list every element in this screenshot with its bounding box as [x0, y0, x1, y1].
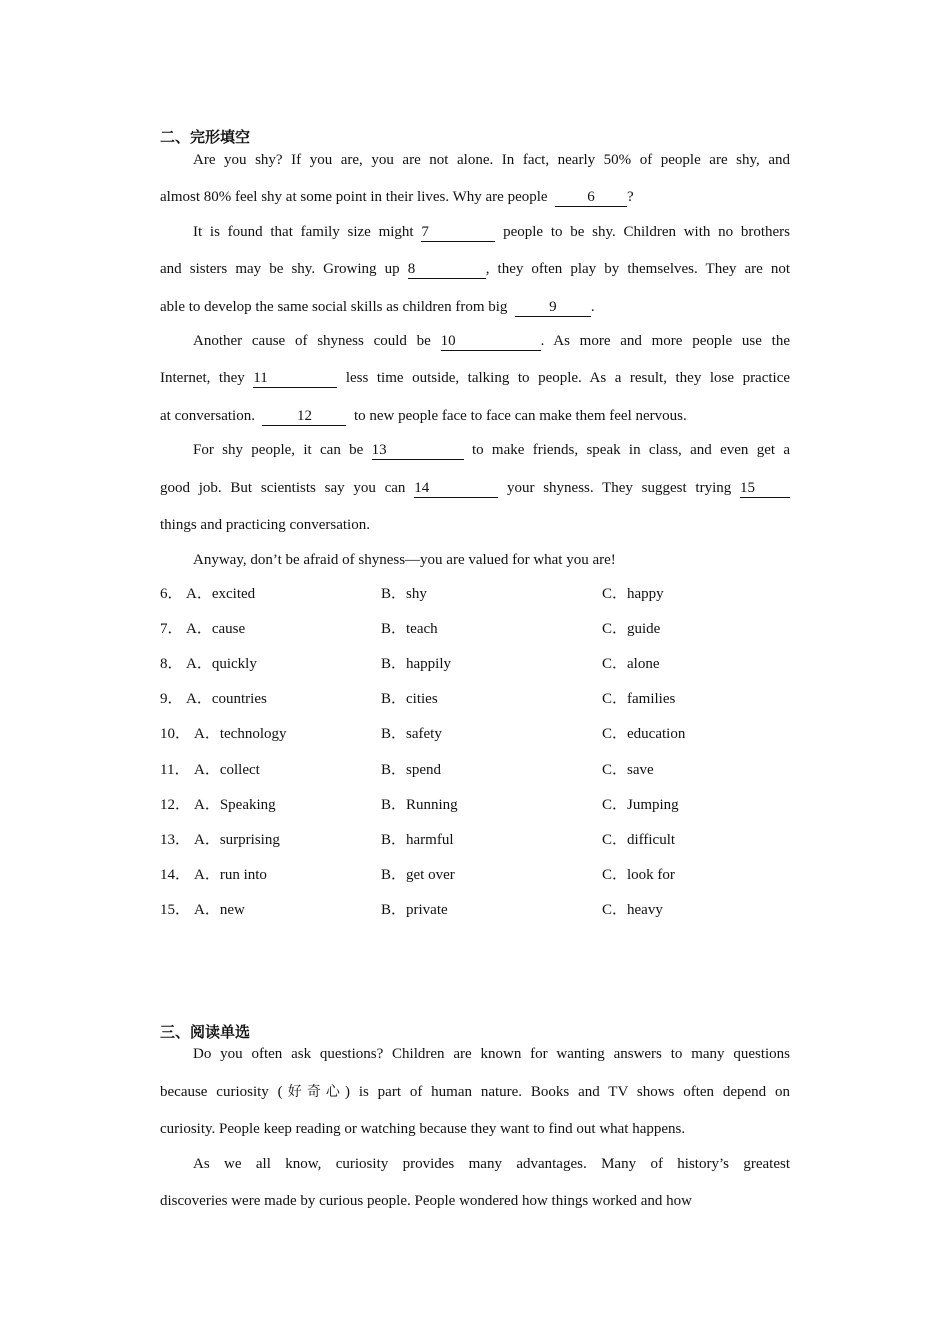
passage-line: and sisters may be shy. Growing up 8 , they often play by themselves. They are not [160, 261, 791, 277]
option-a[interactable]: A．quickly [186, 656, 257, 673]
option-a[interactable]: A．cause [186, 621, 246, 638]
blank-10: 10 [441, 333, 541, 351]
option-c[interactable]: C．heavy [602, 901, 663, 918]
question-number: 14． [160, 866, 191, 883]
option-c[interactable]: C．Jumping [602, 796, 679, 813]
passage-line: curiosity. People keep reading or watching because they want to find out what happens. [160, 1121, 686, 1137]
option-b[interactable]: B．cities [381, 691, 438, 708]
question-number: 15． [160, 901, 191, 918]
option-b[interactable]: B．harmful [381, 831, 454, 848]
blank-7: 7 [421, 224, 495, 242]
section-title-reading: 三、阅读单选 [160, 1023, 251, 1041]
passage-line: Another cause of shyness could be 10 . As more and more people use the [193, 333, 790, 349]
passage-line: things and practicing conversation. [160, 517, 370, 533]
option-c[interactable]: C．difficult [602, 831, 676, 848]
passage-line: able to develop the same social skills as children from big 9 . [160, 299, 595, 315]
blank-6: 6 [555, 189, 627, 207]
option-c[interactable]: C．happy [602, 586, 664, 602]
option-c[interactable]: C．guide [602, 621, 661, 638]
option-a[interactable]: A．Speaking [194, 796, 276, 813]
passage-line: because curiosity (好奇心) is part of human nature. Books and TV shows often depend on [160, 1084, 791, 1100]
question-number: 12． [160, 796, 191, 813]
blank-9: 9 [515, 299, 591, 317]
option-c[interactable]: C．save [602, 761, 654, 778]
passage-line: As we all know, curiosity provides many advantages. Many of history’s greatest [193, 1156, 790, 1172]
passage-line: good job. But scientists say you can 14 your shyness. They suggest trying 15 [160, 478, 790, 498]
blank-8: 8 [408, 261, 486, 279]
option-c[interactable]: C．families [602, 691, 676, 708]
question-number: 6． [160, 586, 183, 602]
question-number: 11． [160, 761, 190, 778]
blank-13: 13 [372, 442, 464, 460]
option-a[interactable]: A．new [194, 901, 245, 918]
option-b[interactable]: B．shy [381, 586, 427, 602]
blank-15: 15 [740, 480, 790, 498]
option-c[interactable]: C．look for [602, 866, 675, 883]
blank-12: 12 [262, 408, 346, 426]
option-a[interactable]: A．excited [186, 586, 256, 602]
blank-11: 11 [253, 370, 337, 388]
option-b[interactable]: B．happily [381, 656, 451, 673]
option-a[interactable]: A．surprising [194, 831, 280, 848]
option-a[interactable]: A．countries [186, 691, 267, 708]
passage-line: Do you often ask questions? Children are known for wanting answers to many questions [193, 1046, 790, 1062]
option-a[interactable]: A．run into [194, 866, 267, 883]
blank-14: 14 [414, 480, 498, 498]
passage-line: Are you shy? If you are, you are not alone. In fact, nearly 50% of people are shy, and [193, 152, 790, 168]
option-b[interactable]: B．private [381, 901, 448, 918]
option-b[interactable]: B．get over [381, 866, 455, 883]
passage-line: discoveries were made by curious people. People wondered how things worked and how [160, 1193, 692, 1209]
passage-line: almost 80% feel shy at some point in their lives. Why are people 6 ? [160, 189, 634, 205]
question-number: 8． [160, 656, 183, 673]
question-number: 9． [160, 691, 183, 708]
passage-line: For shy people, it can be 13 to make friends, speak in class, and even get a [193, 442, 791, 458]
option-b[interactable]: B．teach [381, 621, 438, 638]
option-c[interactable]: C．alone [602, 656, 660, 673]
passage-line: Internet, they 11 less time outside, talking to people. As a result, they lose practice [160, 370, 791, 386]
option-b[interactable]: B．safety [381, 726, 442, 743]
option-a[interactable]: A．collect [194, 761, 260, 778]
option-c[interactable]: C．education [602, 726, 686, 743]
passage-line: It is found that family size might 7 people to be shy. Children with no brothers [193, 224, 791, 240]
passage-line: Anyway, don’t be afraid of shyness—you are valued for what you are! [193, 552, 616, 568]
question-number: 13． [160, 831, 191, 848]
option-b[interactable]: B．Running [381, 796, 458, 813]
question-number: 10． [160, 726, 191, 743]
section-title-cloze: 二、完形填空 [160, 128, 251, 146]
option-a[interactable]: A．technology [194, 726, 287, 743]
passage-line: at conversation. 12 to new people face to face can make them feel nervous. [160, 408, 687, 424]
question-number: 7． [160, 621, 183, 638]
option-b[interactable]: B．spend [381, 761, 442, 778]
